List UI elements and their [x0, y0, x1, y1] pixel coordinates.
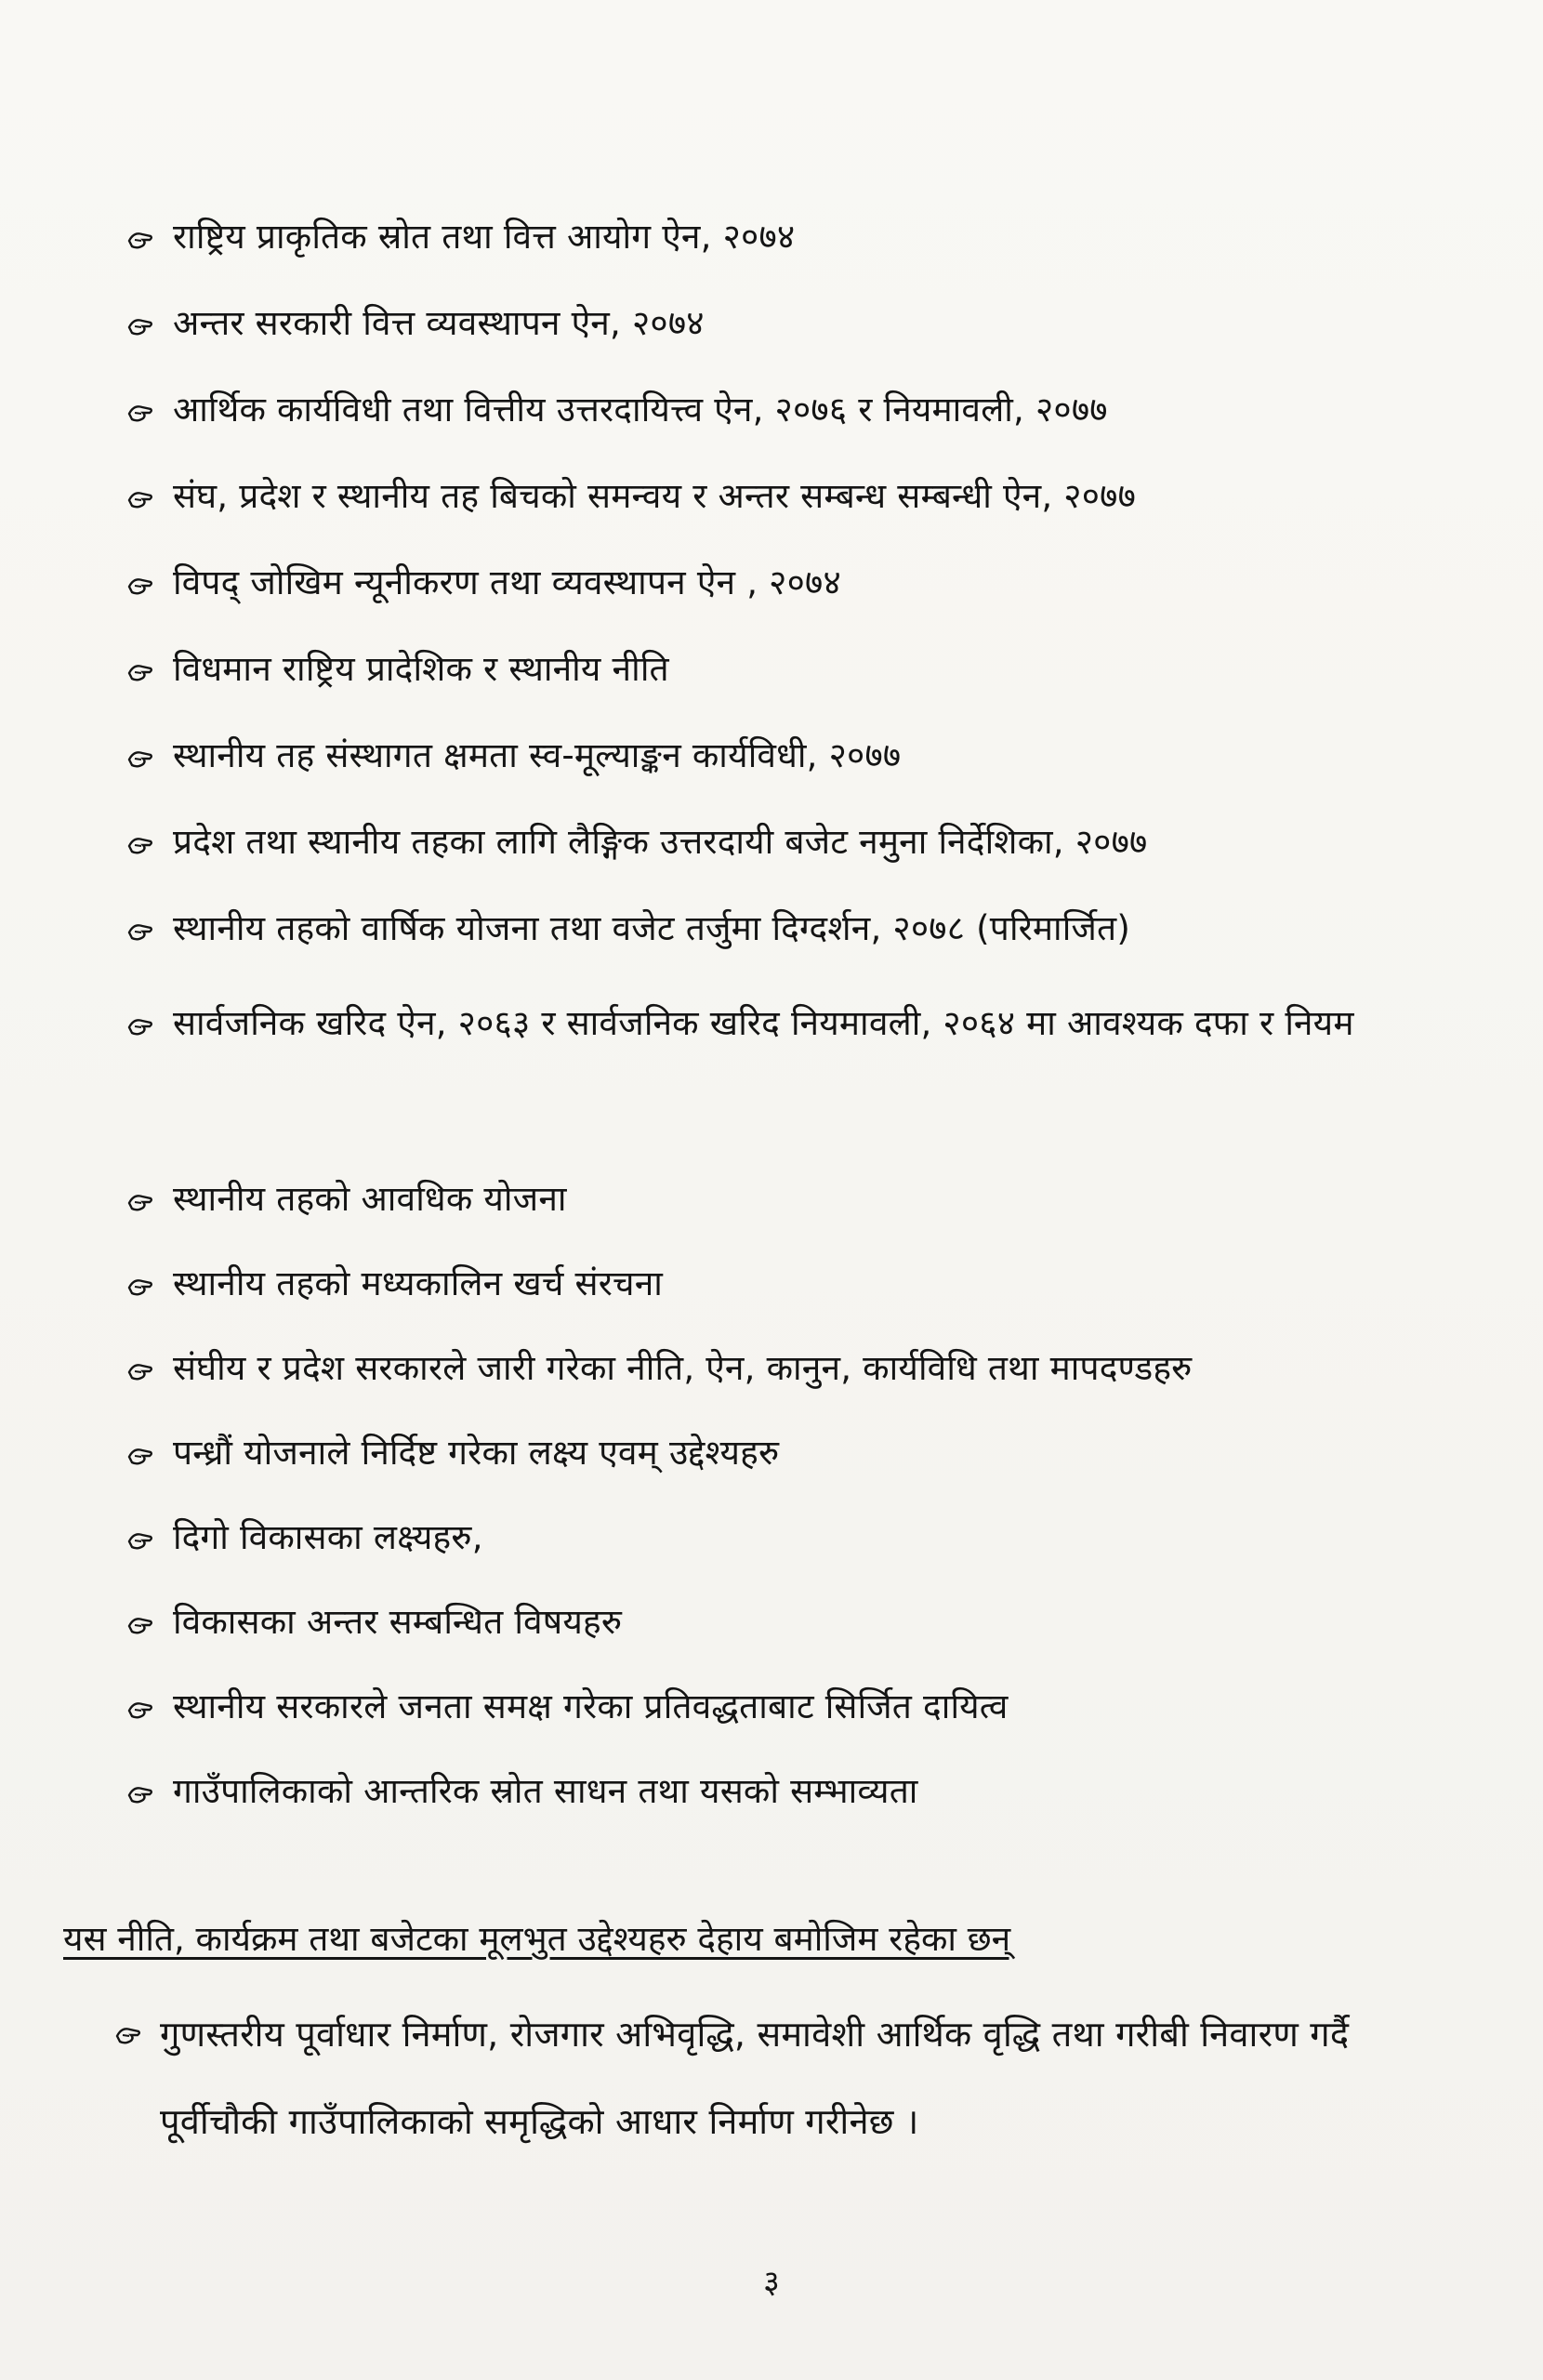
pointing-hand-icon	[125, 311, 153, 339]
list-item	[0, 1421, 1543, 1486]
list-item	[0, 723, 1543, 788]
list-item-text: संघीय र प्रदेश सरकारले जारी गरेका नीति, ऐन, कानुन, कार्यविधि तथा मापदण्डहरु	[173, 1348, 1193, 1388]
list-item	[0, 1590, 1543, 1655]
pointing-hand-icon	[125, 484, 153, 512]
list-item	[0, 377, 1543, 443]
list-item-text: पन्ध्रौं योजनाले निर्दिष्ट गरेका लक्ष्य एवम् उद्देश्यहरु	[173, 1433, 780, 1473]
list-item	[0, 1759, 1543, 1824]
objective-text: गुणस्तरीय पूर्वाधार निर्माण, रोजगार अभिवृद्धि, समावेशी आर्थिक वृद्धि तथा गरीबी निवारण गर्दै पूर्वीचौकी गाउँपालिकाको समृद्धिको आधार निर्माण गरीनेछ ।	[160, 2014, 1350, 2142]
list-item-text: प्रदेश तथा स्थानीय तहका लागि लैङ्गिक उत्तरदायी बजेट नमुना निर्देशिका, २०७७	[173, 822, 1148, 862]
pointing-hand-icon	[125, 1779, 153, 1807]
list-item-text: स्थानीय सरकारले जनता समक्ष गरेका प्रतिवद्धताबाट सिर्जित दायित्व	[173, 1686, 1009, 1726]
list-item-text: स्थानीय तहको मध्यकालिन खर्च संरचना	[173, 1263, 664, 1303]
pointing-hand-icon	[125, 1526, 153, 1554]
list-item-text: आर्थिक कार्यविधी तथा वित्तीय उत्तरदायित्त्व ऐन, २०७६ र नियमावली, २०७७	[173, 390, 1108, 430]
pointing-hand-icon	[125, 744, 153, 772]
list-item	[0, 1674, 1543, 1739]
pointing-hand-icon	[125, 571, 153, 599]
pointing-hand-icon	[125, 657, 153, 685]
list-item	[0, 1251, 1543, 1316]
pointing-hand-icon	[113, 2020, 141, 2048]
section-heading: यस नीति, कार्यक्रम तथा बजेटका मूलभुत उद्देश्यहरु देहाय बमोजिम रहेका छन्	[63, 1919, 1011, 1959]
list-item-text: सार्वजनिक खरिद ऐन, २०६३ र सार्वजनिक खरिद नियमावली, २०६४ मा आवश्यक दफा र नियम	[173, 1003, 1354, 1043]
list-item-text: स्थानीय तहको आवधिक योजना	[173, 1179, 567, 1219]
pointing-hand-icon	[125, 1187, 153, 1215]
pointing-hand-icon	[125, 225, 153, 253]
list-item-text: विपद् जोखिम न्यूनीकरण तथा व्यवस्थापन ऐन , २०७४	[173, 562, 841, 602]
list-item-text: विकासका अन्तर सम्बन्धित विषयहरु	[173, 1602, 623, 1642]
pointing-hand-icon	[125, 1695, 153, 1723]
pointing-hand-icon	[125, 1012, 153, 1039]
page-number: ३	[763, 2264, 780, 2301]
list-item	[0, 291, 1543, 356]
list-item-text: दिगो विकासका लक्ष्यहरु,	[173, 1517, 483, 1557]
list-item-text: अन्तर सरकारी वित्त व्यवस्थापन ऐन, २०७४	[173, 303, 705, 343]
pointing-hand-icon	[125, 1272, 153, 1300]
list-item	[0, 1505, 1543, 1570]
list-item	[0, 810, 1543, 875]
pointing-hand-icon	[125, 1441, 153, 1469]
pointing-hand-icon	[125, 917, 153, 945]
list-item-text: राष्ट्रिय प्राकृतिक स्रोत तथा वित्त आयोग ऐन, २०७४	[173, 217, 796, 257]
list-item	[0, 205, 1543, 270]
list-item-text: स्थानीय तहको वार्षिक योजना तथा वजेट तर्जुमा दिग्दर्शन, २०७८ (परिमार्जित)	[173, 908, 1130, 948]
list-item	[0, 1336, 1543, 1401]
pointing-hand-icon	[125, 398, 153, 426]
list-item-text: स्थानीय तह संस्थागत क्षमता स्व-मूल्याङ्कन कार्यविधी, २०७७	[173, 735, 902, 775]
list-item	[0, 550, 1543, 615]
list-item	[0, 1167, 1543, 1232]
list-item	[0, 991, 1543, 1158]
list-item-text: गाउँपालिकाको आन्तरिक स्रोत साधन तथा यसको सम्भाव्यता	[173, 1771, 918, 1811]
list-item	[0, 637, 1543, 702]
list-item-text: विधमान राष्ट्रिय प्रादेशिक र स्थानीय नीति	[173, 649, 669, 689]
list-item	[0, 896, 1543, 961]
pointing-hand-icon	[125, 1610, 153, 1638]
list-item-text: संघ, प्रदेश र स्थानीय तह बिचको समन्वय र अन्तर सम्बन्ध सम्बन्धी ऐन, २०७७	[173, 476, 1137, 516]
pointing-hand-icon	[125, 1356, 153, 1384]
pointing-hand-icon	[125, 830, 153, 858]
objective-item	[0, 1994, 1543, 2171]
list-item	[0, 464, 1543, 529]
